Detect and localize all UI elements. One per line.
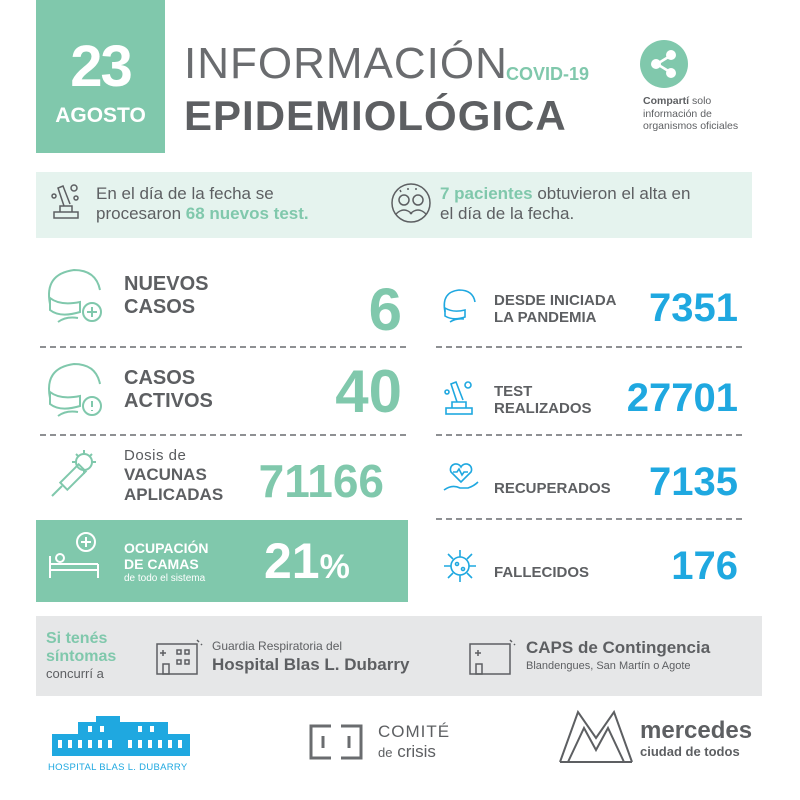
share-icon[interactable] (640, 40, 688, 88)
recuperados-label: RECUPERADOS (494, 480, 611, 497)
pandemia-value: 7351 (649, 286, 738, 330)
guardia-l2: Hospital Blas L. Dubarry (212, 655, 410, 674)
casos-activos-l2: ACTIVOS (124, 390, 213, 412)
sintomas: síntomas (46, 648, 117, 665)
alta-info-rest: obtuvieron el alta en (532, 184, 691, 203)
alta-info-line-2: el día de la fecha. (440, 204, 575, 223)
casos-activos-label (124, 367, 213, 413)
vacunas-value: 71166 (258, 455, 384, 507)
concurri: concurrí a (46, 666, 104, 681)
test-l2: REALIZADOS (494, 400, 592, 417)
masked-face-alert-icon (42, 358, 104, 425)
share-rest: solo (689, 95, 712, 107)
mercedes-name: mercedes (640, 717, 753, 744)
camas-l2: DE CAMAS (124, 556, 199, 572)
divider (436, 434, 742, 436)
share-line-3: organismos oficiales (643, 120, 739, 132)
microscope-icon (50, 182, 82, 225)
casos-activos-value: 40 (335, 358, 402, 425)
fallecidos-label: FALLECIDOS (494, 564, 590, 581)
syringe-virus-icon (46, 448, 100, 507)
masked-face-plus-icon (42, 264, 104, 331)
test-l1: TEST (494, 383, 533, 400)
pandemia-l2: LA PANDEMIA (494, 309, 597, 326)
caps-info (526, 638, 710, 674)
hospital-logo (48, 714, 194, 761)
camas-value-wrap (264, 533, 350, 589)
vacunas-l1: VACUNAS (124, 465, 207, 484)
title-line-2: EPIDEMIOLÓGICA (184, 92, 567, 139)
hospital-building-icon (155, 636, 203, 681)
test-info (96, 184, 309, 224)
caps-building-icon (468, 636, 516, 681)
si-tenes: Si tenés (46, 630, 108, 647)
divider (436, 518, 742, 520)
pandemia-l1: DESDE INICIADA (494, 292, 617, 309)
masked-face-icon (440, 286, 478, 329)
casos-activos-l1: CASOS (124, 367, 196, 389)
test-info-line-1: En el día de la fecha se (96, 184, 274, 203)
comite-logo-text (378, 722, 450, 763)
guardia-l1: Guardia Respiratoria del (212, 639, 343, 653)
comite-l1: COMITÉ (378, 722, 451, 741)
fallecidos-value: 176 (671, 544, 738, 588)
camas-l1: OCUPACIÓN (124, 540, 209, 556)
hospital-logo-text: HOSPITAL BLAS L. DUBARRY (48, 762, 188, 773)
divider (40, 346, 406, 348)
share-bold: Compartí (643, 95, 690, 107)
guardia-info (212, 638, 409, 676)
nuevos-casos-label (124, 273, 208, 319)
test-value: 27701 (626, 376, 738, 420)
title-line-1: INFORMACIÓN (184, 39, 508, 88)
test-label (494, 383, 592, 417)
nuevos-casos-l1: NUEVOS (124, 273, 209, 295)
date-month: AGOSTO (55, 104, 146, 127)
heart-hand-icon (442, 460, 480, 501)
date-day: 23 (70, 34, 131, 99)
comite-crisis: crisis (397, 742, 436, 761)
recuperados-value: 7135 (649, 460, 738, 504)
camas-value: 21 (264, 533, 320, 589)
symptoms-intro (46, 630, 116, 682)
vacunas-l0: Dosis de (124, 447, 187, 464)
camas-label (124, 540, 209, 585)
caps-l2: Blandengues, San Martín o Agote (526, 660, 691, 672)
mercedes-logo-text (640, 718, 752, 760)
comite-de: de (378, 745, 393, 760)
vacunas-l2: APLICADAS (124, 485, 224, 504)
nuevos-casos-l2: CASOS (124, 296, 196, 318)
test-info-value: 68 nuevos test. (185, 204, 309, 223)
virus-icon (442, 548, 478, 589)
divider (40, 434, 406, 436)
comite-logo-icon (305, 722, 367, 767)
vacunas-label (124, 447, 223, 505)
mercedes-sub: ciudad de todos (640, 744, 740, 759)
caps-l1: CAPS de Contingencia (526, 638, 711, 657)
divider (436, 346, 742, 348)
pandemia-label (494, 292, 617, 326)
date-box (36, 0, 165, 153)
camas-sub: de todo el sistema (124, 573, 206, 584)
doctors-icon (390, 182, 432, 229)
share-note (643, 95, 763, 133)
share-line-2: información de (643, 107, 712, 120)
camas-pct: % (319, 548, 350, 586)
hospital-bed-icon (46, 530, 102, 585)
alta-info-value: 7 pacientes (440, 184, 533, 203)
test-info-pre: procesaron (96, 204, 186, 223)
mercedes-logo-icon (558, 708, 634, 769)
title-covid: COVID-19 (506, 64, 590, 84)
nuevos-casos-value: 6 (368, 276, 402, 343)
microscope-small-icon (442, 378, 476, 421)
alta-info (440, 184, 690, 224)
